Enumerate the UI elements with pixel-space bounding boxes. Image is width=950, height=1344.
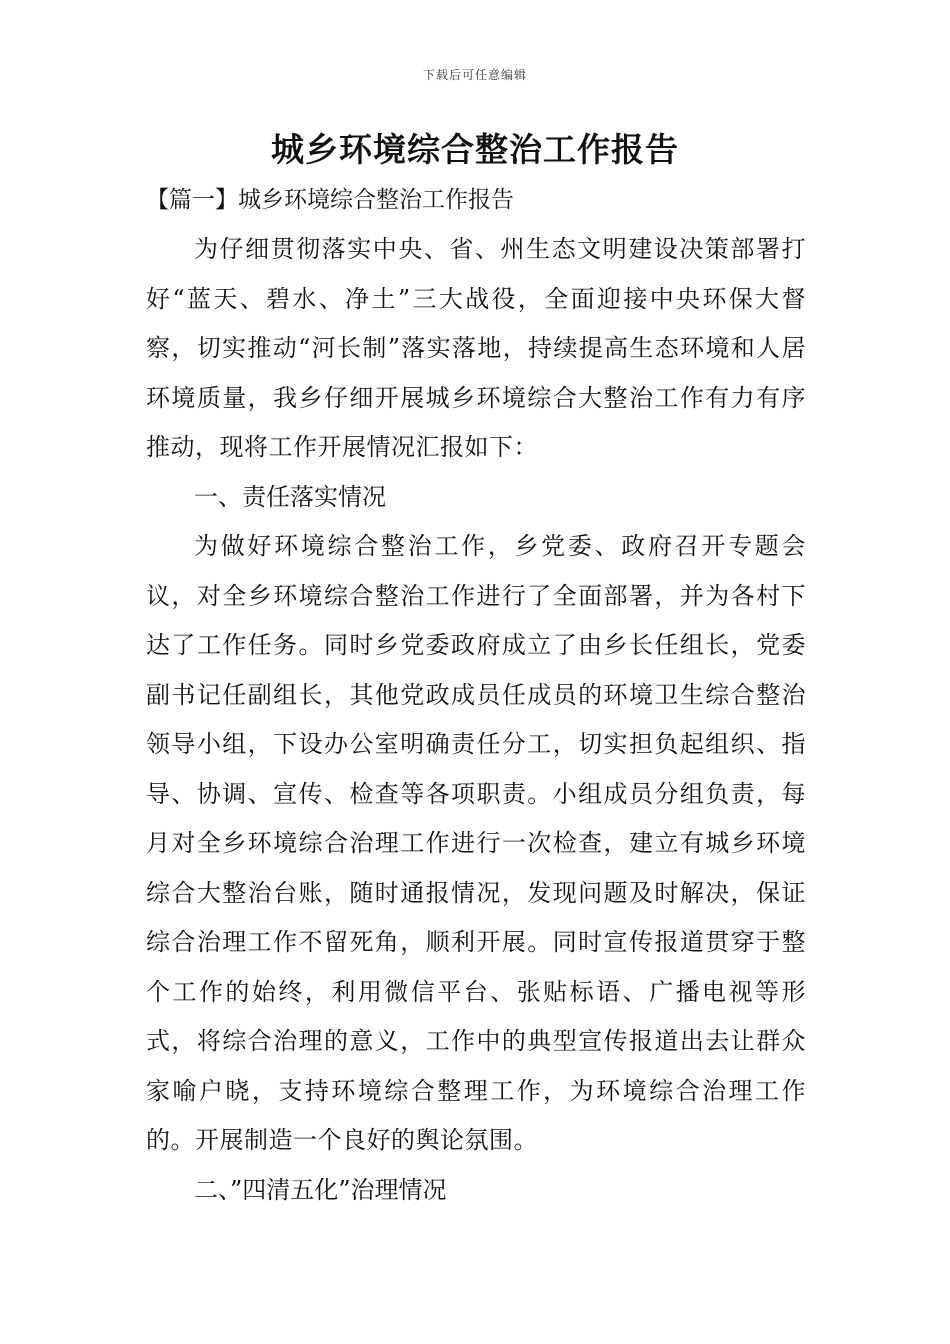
intro-paragraph: 为仔细贯彻落实中央、省、州生态文明建设决策部署打好“蓝天、碧水、净土”三大战役，全面迎接中央环保大督察，切实推动“河长制”落实落地，持续提高生态环境和人居环境质量，我乡仔细开展城乡环境综合大整治工作有力有序推动，现将工作开展情况汇报如下： — [146, 235, 806, 461]
document-body — [146, 225, 806, 1215]
page-header-note: 下载后可任意编辑 — [422, 68, 527, 82]
document-title: 城乡环境综合整治工作报告 — [271, 130, 679, 169]
paragraph-responsibility: 为做好环境综合整治工作，乡党委、政府召开专题会议，对全乡环境综合整治工作进行了全面部署，并为各村下达了工作任务。同时乡党委政府成立了由乡长任组长，党委副书记任副组长，其他党政成员任成员的环境卫生综合整治领导小组，下设办公室明确责任分工，切实担负起组织、指导、协调、宣传、检查等各项职责。小组成员分组负责，每月对全乡环境综合治理工作进行一次检查，建立有城乡环境综合大整治台账，随时通报情况，发现问题及时解决，保证综合治理工作不留死角，顺利开展。同时宣传报道贯穿于整个工作的始终，利用微信平台、张贴标语、广播电视等形式，将综合治理的意义，工作中的典型宣传报道出去让群众家喻户晓，支持环境综合整理工作，为环境综合治理工作的。开展制造一个良好的舆论氛围。 — [146, 532, 806, 1154]
section-heading-2: 二、”四清五化”治理情况 — [194, 1175, 447, 1204]
section-heading-1: 一、责任落实情况 — [194, 482, 386, 511]
section-tag: 【篇一】城乡环境综合整治工作报告 — [146, 187, 514, 213]
